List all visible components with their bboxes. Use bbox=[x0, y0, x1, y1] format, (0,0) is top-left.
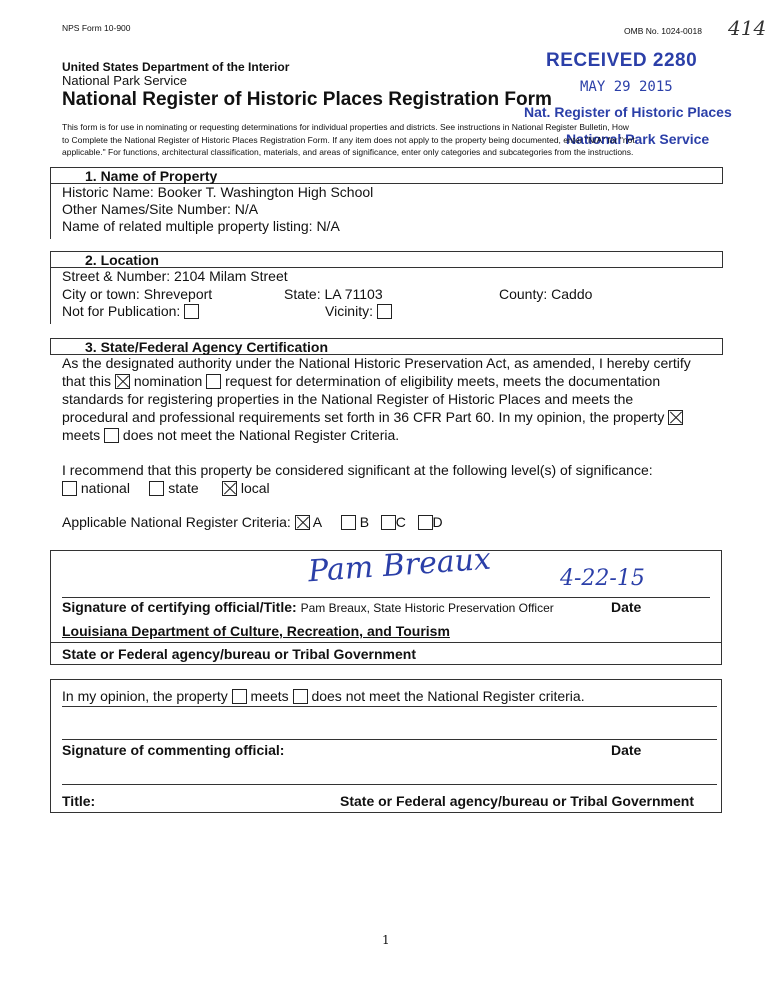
criteria-d-checkbox[interactable] bbox=[418, 515, 433, 530]
department-name: United States Department of the Interior bbox=[62, 60, 290, 74]
national-checkbox[interactable] bbox=[62, 481, 77, 496]
criteria-line: Applicable National Register Criteria: A B C D bbox=[62, 514, 443, 530]
certifying-official-name: Pam Breaux, State Historic Preservation Officer bbox=[300, 601, 554, 615]
street-number: Street & Number: 2104 Milam Street bbox=[62, 268, 288, 284]
opinion-rule bbox=[62, 706, 717, 707]
cert-line-3: standards for registering properties in the National Register of Historic Places and meets the bbox=[62, 391, 634, 407]
opinion-line: In my opinion, the property meets does not meet the National Register criteria. bbox=[62, 688, 585, 704]
commenting-agency-label: State or Federal agency/bureau or Tribal Government bbox=[340, 793, 694, 809]
section-3-heading: 3. State/Federal Agency Certification bbox=[85, 339, 328, 355]
handwritten-number: 414 bbox=[728, 16, 767, 40]
page-title: National Register of Historic Places Registration Form bbox=[62, 89, 552, 110]
intro-line-2: to Complete the National Register of Historic Places Registration Form. If any item does not apply to the property being documented, enter "N/A" for "not bbox=[62, 135, 635, 145]
section-1-header bbox=[50, 167, 723, 184]
multiple-property-listing: Name of related multiple property listing: N/A bbox=[62, 218, 340, 234]
signature-rule bbox=[62, 597, 710, 598]
cert-line-1: As the designated authority under the National Historic Preservation Act, as amended, I hereby certify bbox=[62, 355, 691, 371]
section-1-border bbox=[50, 184, 51, 239]
handwritten-signature: Pam Breaux bbox=[307, 541, 492, 590]
historic-name: Historic Name: Booker T. Washington High School bbox=[62, 184, 374, 200]
comment-not-meet-checkbox[interactable] bbox=[293, 689, 308, 704]
title-label: Title: bbox=[62, 793, 96, 809]
section-2-heading: 2. Location bbox=[85, 252, 159, 268]
section-3-header bbox=[50, 338, 723, 355]
handwritten-date: 4-22-15 bbox=[560, 566, 645, 591]
certifying-official-label: Signature of certifying official/Title: Pam Breaux, State Historic Preservation Officer bbox=[62, 599, 554, 615]
form-id: NPS Form 10-900 bbox=[62, 23, 131, 33]
request-determination-checkbox[interactable] bbox=[206, 374, 221, 389]
criteria-a-checkbox[interactable] bbox=[295, 515, 310, 530]
agency-label: State or Federal agency/bureau or Tribal Government bbox=[62, 646, 416, 662]
intro-line-1: This form is for use in nominating or requesting determinations for individual properties and districts. See instructions in National Register Bulletin, How bbox=[62, 122, 629, 132]
stamp-date: MAY 29 2015 bbox=[580, 79, 673, 95]
commenting-official-label: Signature of commenting official: bbox=[62, 742, 285, 758]
section-2-header bbox=[50, 251, 723, 268]
nomination-checkbox[interactable] bbox=[115, 374, 130, 389]
state-checkbox[interactable] bbox=[149, 481, 164, 496]
stamp-register: Nat. Register of Historic Places bbox=[524, 104, 732, 120]
cert-line-5: meets does not meet the National Register Criteria. bbox=[62, 427, 400, 443]
agency-name: National Park Service bbox=[62, 73, 187, 88]
comment-meets-checkbox[interactable] bbox=[232, 689, 247, 704]
omb-number: OMB No. 1024-0018 bbox=[624, 26, 702, 36]
intro-line-3: applicable." For functions, architectural classification, materials, and areas of significance, enter only categories and subcategories from the instructions. bbox=[62, 147, 634, 157]
commenting-date-label: Date bbox=[611, 742, 642, 758]
vicinity: Vicinity: bbox=[325, 303, 392, 319]
commenting-signature-rule bbox=[62, 739, 717, 740]
criteria-b-checkbox[interactable] bbox=[341, 515, 356, 530]
county: County: Caddo bbox=[499, 286, 593, 302]
significance-line: I recommend that this property be considered significant at the following level(s) of significance: bbox=[62, 462, 653, 478]
department-rule bbox=[51, 642, 721, 643]
local-checkbox[interactable] bbox=[222, 481, 237, 496]
title-rule bbox=[62, 784, 717, 785]
not-for-publication: Not for Publication: bbox=[62, 303, 199, 319]
section-1-heading: 1. Name of Property bbox=[85, 168, 218, 184]
significance-levels: national state local bbox=[62, 480, 270, 496]
other-names: Other Names/Site Number: N/A bbox=[62, 201, 259, 217]
vicinity-checkbox[interactable] bbox=[377, 304, 392, 319]
page-number: 1 bbox=[382, 933, 390, 947]
received-stamp: RECEIVED 2280 bbox=[546, 50, 698, 71]
cert-line-4: procedural and professional requirements set forth in 36 CFR Part 60. In my opinion, the property bbox=[62, 409, 683, 425]
criteria-c-checkbox[interactable] bbox=[381, 515, 396, 530]
not-for-publication-checkbox[interactable] bbox=[184, 304, 199, 319]
date-label: Date bbox=[611, 599, 642, 615]
stamp-park-service: National Park Service bbox=[566, 131, 710, 147]
does-not-meet-checkbox[interactable] bbox=[104, 428, 119, 443]
state-zip: State: LA 71103 bbox=[284, 286, 383, 302]
cert-line-2: that this nomination request for determination of eligibility meets, meets the documentation bbox=[62, 373, 661, 389]
section-2-border bbox=[50, 268, 51, 324]
state-department: Louisiana Department of Culture, Recreation, and Tourism bbox=[62, 623, 450, 639]
city-town: City or town: Shreveport bbox=[62, 286, 213, 302]
property-meets-checkbox[interactable] bbox=[668, 410, 683, 425]
